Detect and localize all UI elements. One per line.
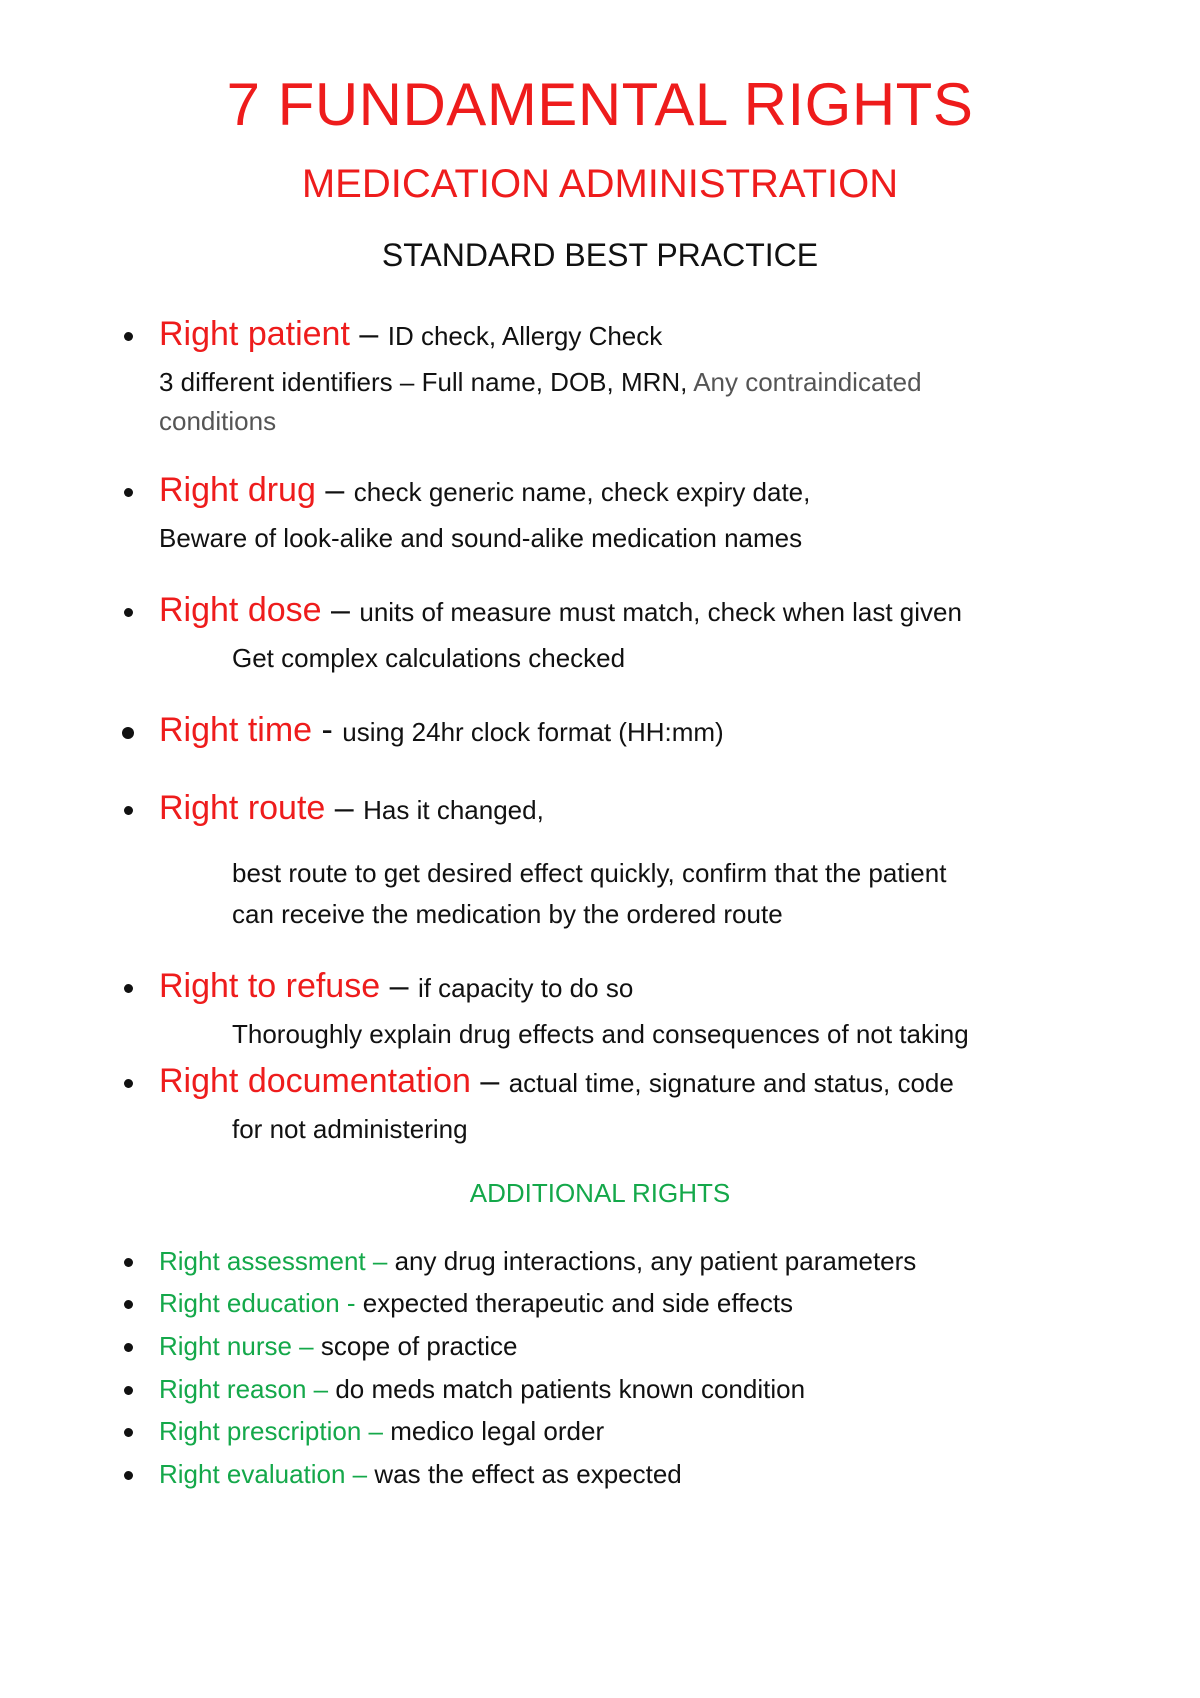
additional-right-item [159,1376,805,1402]
bullet-icon [124,608,133,617]
bullet-icon [124,332,133,341]
right-separator: - [312,711,343,749]
right-description: Has it changed, [363,795,544,825]
additional-right-item [159,1248,916,1274]
bullet-icon [124,1300,133,1309]
additional-right-item [159,1461,682,1487]
right-separator: – [315,471,354,509]
section-heading: STANDARD BEST PRACTICE [381,237,819,273]
bullet-icon [124,806,133,815]
bullet-icon [122,727,134,739]
right-label: Right dose [159,591,322,629]
right-description: if capacity to do so [417,973,634,1003]
right-documentation-item [159,1064,954,1098]
right-separator: – [325,789,364,827]
right-description: ID check, Allergy Check [387,321,663,351]
bullet-icon [124,488,133,497]
additional-rights-heading: ADDITIONAL RIGHTS [469,1178,731,1208]
right-drug-item [159,473,810,507]
right-dose-detail: Get complex calculations checked [232,643,626,673]
right-description: actual time, signature and status, code [508,1068,954,1098]
right-to-refuse-detail: Thoroughly explain drug effects and consequences of not taking [232,1019,969,1049]
additional-right-item [159,1418,604,1444]
additional-right-description: expected therapeutic and side effects [362,1288,794,1318]
bullet-icon [124,984,133,993]
right-drug-detail: Beware of look-alike and sound-alike medication names [159,523,803,553]
right-label: Right to refuse [159,967,381,1005]
right-separator: – [470,1062,509,1100]
right-dose-item [159,593,962,627]
bullet-icon [124,1079,133,1088]
bullet-icon [124,1471,133,1480]
right-patient-item [159,317,662,351]
right-separator: – [349,315,388,353]
additional-right-label: Right education - [159,1288,363,1318]
additional-right-item [159,1290,793,1316]
right-label: Right time [159,711,313,749]
additional-right-label: Right reason – [159,1374,336,1404]
additional-right-description: was the effect as expected [374,1459,682,1489]
right-description: check generic name, check expiry date, [353,477,811,507]
bullet-icon [124,1343,133,1352]
additional-right-label: Right evaluation – [159,1459,375,1489]
bullet-icon [124,1386,133,1395]
additional-right-description: any drug interactions, any patient parameters [394,1246,917,1276]
right-route-detail-line-1: best route to get desired effect quickly, confirm that the patient [232,858,947,888]
right-label: Right patient [159,315,350,353]
right-patient-detail-line-1 [159,369,922,395]
right-time-item [159,713,724,747]
additional-right-description: medico legal order [390,1416,605,1446]
right-label: Right route [159,789,326,827]
additional-right-description: scope of practice [320,1331,518,1361]
additional-right-label: Right prescription – [159,1416,391,1446]
right-to-refuse-item [159,969,633,1003]
right-patient-detail-line-2: conditions [159,406,277,436]
additional-right-label: Right nurse – [159,1331,321,1361]
right-route-detail-line-2: can receive the medication by the ordered route [232,899,783,929]
right-detail: 3 different identifiers – Full name, DOB, MRN, [159,367,694,397]
additional-right-label: Right assessment – [159,1246,395,1276]
bullet-icon [124,1428,133,1437]
right-route-item [159,791,544,825]
right-documentation-detail: for not administering [232,1114,468,1144]
right-label: Right documentation [159,1062,471,1100]
page-title: 7 FUNDAMENTAL RIGHTS [226,71,974,138]
additional-right-item [159,1333,517,1359]
page-subtitle: MEDICATION ADMINISTRATION [301,162,899,206]
bullet-icon [124,1258,133,1267]
right-separator: – [380,967,418,1005]
right-description: using 24hr clock format (HH:mm) [342,717,724,747]
right-detail-grey: Any contraindicated [693,367,922,397]
right-description: units of measure must match, check when last given [359,597,962,627]
additional-right-description: do meds match patients known condition [335,1374,806,1404]
right-label: Right drug [159,471,316,509]
right-separator: – [321,591,360,629]
